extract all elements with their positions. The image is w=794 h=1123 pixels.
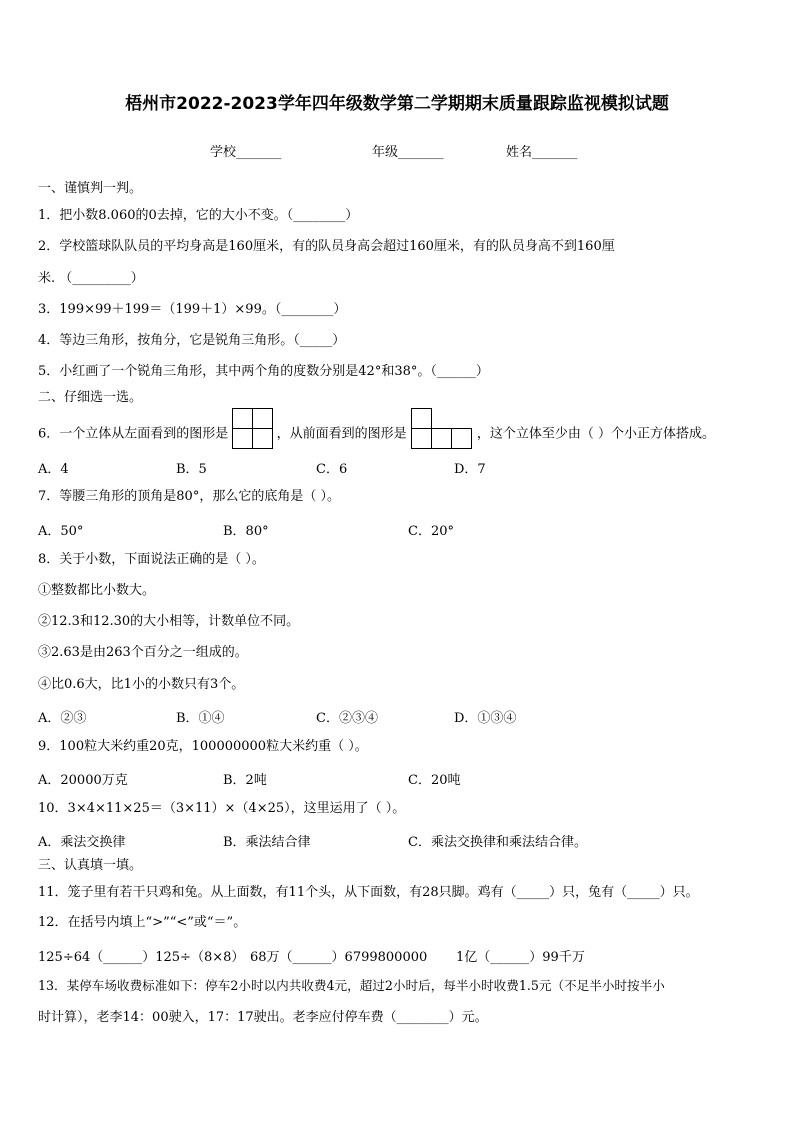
q8-option-c[interactable]: C．②③④ <box>316 711 378 726</box>
question-1: 1．把小数8.060的0去掉，它的大小不变。（________） <box>38 208 359 223</box>
question-9: 9．100粒大米约重20克，100000000粒大米约重（ ）。 <box>38 739 368 754</box>
q7-option-c[interactable]: C．20° <box>408 524 454 539</box>
q7-option-a[interactable]: A．50° <box>38 524 84 539</box>
question-4: 4．等边三角形，按角分，它是锐角三角形。（_____） <box>38 333 346 348</box>
section-heading: 二、仔细选一选。 <box>38 390 143 405</box>
q12-item-c[interactable]: 1亿（______）99千万 <box>456 950 585 965</box>
q6-option-d[interactable]: D．7 <box>454 462 486 477</box>
section-heading: 一、谨慎判一判。 <box>38 181 143 196</box>
q12-item-b[interactable]: 68万（______）6799800000 <box>250 950 428 965</box>
question-11: 11．笼子里有若干只鸡和兔。从上面数，有11个头，从下面数，有28只脚。鸡有（_____）只，兔有（_____）只。 <box>38 885 699 900</box>
question-8: 8．关于小数，下面说法正确的是（ ）。 <box>38 552 265 567</box>
q8-statement-4: ④比0.6大，比1小的小数只有3个。 <box>38 677 245 692</box>
question-5: 5．小红画了一个锐角三角形，其中两个角的度数分别是42°和38°。（______） <box>38 364 489 379</box>
q8-statement-2: ②12.3和12.30的大小相等，计数单位不同。 <box>38 614 300 629</box>
front-view-figure <box>411 408 473 448</box>
question-3: 3．199×99＋199＝（199＋1）×99。（________） <box>38 302 347 317</box>
question-13-cont: 时计算），老李14：00驶入，17：17驶出。老李应付停车费（________）元。 <box>38 1010 488 1025</box>
q8-statement-3: ③2.63是由263个百分之一组成的。 <box>38 645 248 660</box>
section-heading: 三、认真填一填。 <box>38 858 143 873</box>
q7-option-b[interactable]: B．80° <box>223 524 269 539</box>
grade-field[interactable]: 年级_______ <box>372 145 444 160</box>
question-13: 13．某停车场收费标准如下：停车2小时以内共收费4元，超过2小时后，每半小时收费1.5元（不足半小时按半小 <box>38 978 665 993</box>
q8-statement-1: ①整数都比小数大。 <box>38 583 156 598</box>
question-2: 2．学校篮球队队员的平均身高是160厘米，有的队员身高会超过160厘米，有的队员身高不到160厘 <box>38 239 615 254</box>
q6-text-2: ，从前面看到的图形是 <box>276 426 407 442</box>
name-field[interactable]: 姓名_______ <box>506 145 578 160</box>
q6-text-1: 6．一个立体从左面看到的图形是 <box>38 426 229 442</box>
q6-option-c[interactable]: C．6 <box>316 462 348 477</box>
q8-option-a[interactable]: A．②③ <box>38 711 87 726</box>
q10-option-b[interactable]: B．乘法结合律 <box>223 835 311 850</box>
q9-option-c[interactable]: C．20吨 <box>408 773 461 788</box>
q10-option-c[interactable]: C．乘法交换律和乘法结合律。 <box>408 835 587 850</box>
left-view-figure <box>232 408 272 448</box>
q6-option-a[interactable]: A．4 <box>38 462 69 477</box>
school-field[interactable]: 学校_______ <box>210 145 282 160</box>
q6-option-b[interactable]: B．5 <box>176 462 207 477</box>
q12-item-a[interactable]: 125÷64（______）125÷（8×8） <box>38 950 245 965</box>
question-12: 12．在括号内填上“>”“<”或“＝”。 <box>38 915 247 930</box>
q9-option-a[interactable]: A．20000万克 <box>38 773 128 788</box>
q6-text-3: ，这个立体至少由（ ）个小正方体搭成。 <box>476 426 715 442</box>
question-6 <box>38 420 715 442</box>
question-10: 10．3×4×11×25＝（3×11）×（4×25），这里运用了（ ）。 <box>38 801 406 816</box>
q9-option-b[interactable]: B．2吨 <box>223 773 267 788</box>
question-7: 7．等腰三角形的顶角是80°，那么它的底角是（ ）。 <box>38 489 340 504</box>
question-2-cont: 米. （_________） <box>38 271 144 286</box>
q8-option-d[interactable]: D．①③④ <box>454 711 517 726</box>
q10-option-a[interactable]: A．乘法交换律 <box>38 835 126 850</box>
q8-option-b[interactable]: B．①④ <box>176 711 225 726</box>
page-title: 梧州市2022-2023学年四年级数学第二学期期末质量跟踪监视模拟试题 <box>125 94 669 114</box>
